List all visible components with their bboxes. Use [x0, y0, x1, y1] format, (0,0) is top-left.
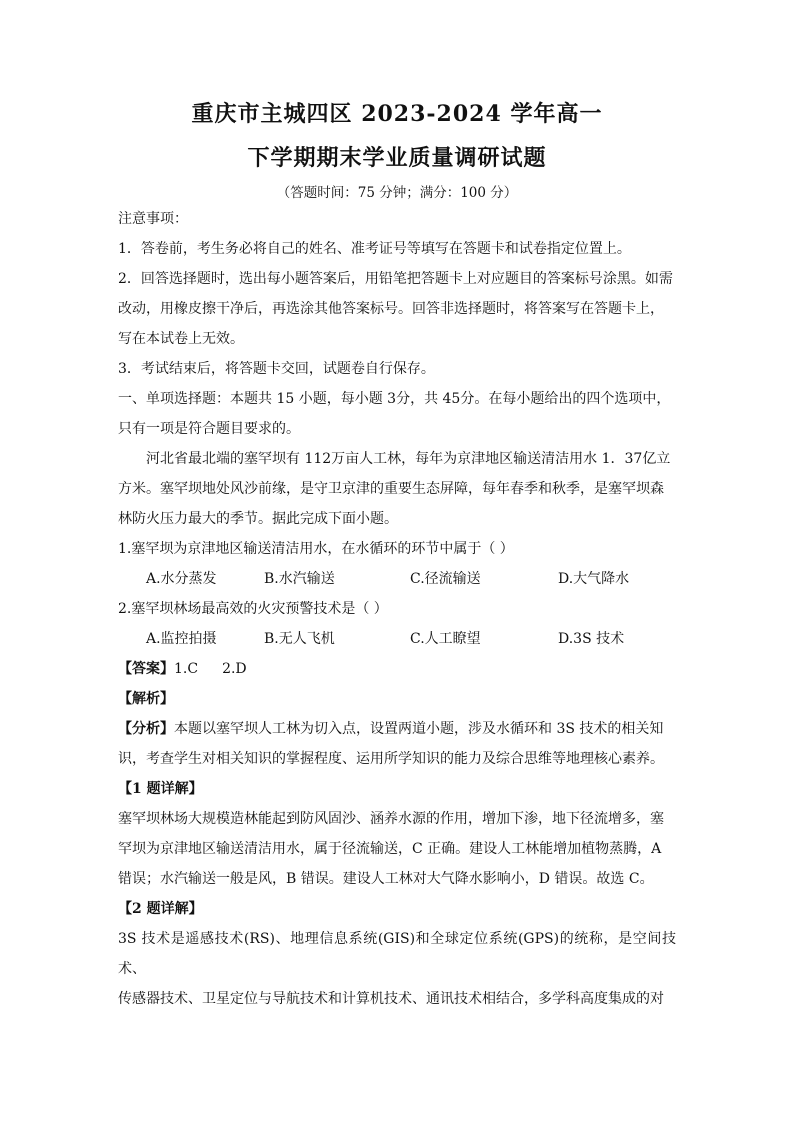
option-a: A.水分蒸发: [146, 571, 217, 587]
analysis-heading: 【解析】: [118, 691, 174, 707]
answer-label: 【答案】: [118, 661, 174, 677]
note-item-2: 2．回答选择题时，选出每小题答案后，用铅笔把答题卡上对应题目的答案标号涂黑。如需: [118, 271, 673, 287]
answer-line: [118, 654, 676, 684]
q2-detail-line: 3S 技术是遥感技术(RS)、地理信息系统(GIS)和全球定位系统(GPS)的统称，是空间技术、: [118, 931, 676, 977]
notes-heading: 注意事项：: [118, 211, 188, 227]
question-1-stem: 1.塞罕坝为京津地区输送清洁用水，在水循环的环节中属于（ ）: [118, 541, 514, 557]
option-a: A.监控拍摄: [146, 631, 217, 647]
passage-line: 方米。塞罕坝地处风沙前缘，是守卫京津的重要生态屏障，每年春季和秋季，是塞罕坝森: [118, 481, 664, 497]
note-item-3: 3．考试结束后，将答题卡交回，试题卷自行保存。: [118, 361, 435, 377]
option-c: C.径流输送: [410, 571, 481, 587]
analysis-text: 本题以塞罕坝人工林为切入点，设置两道小题，涉及水循环和 3S 技术的相关知: [174, 721, 664, 737]
question-2-options: [118, 624, 676, 654]
q1-detail-line: 错误；水汽输送一般是风，B 错误。建设人工林对大气降水影响小，D 错误。故选 C。: [118, 871, 654, 887]
question-2-stem: 2.塞罕坝林场最高效的火灾预警技术是（ ）: [118, 601, 388, 617]
answer-1: 1.C: [174, 661, 199, 677]
passage-line: 河北省最北端的塞罕坝有 112万亩人工林，每年为京津地区输送清洁用水 1．37亿立: [146, 451, 671, 467]
q1-detail-heading: 【1 题详解】: [118, 781, 203, 797]
option-b: B.无人飞机: [264, 631, 335, 647]
answer-2: 2.D: [222, 661, 247, 677]
option-b: B.水汽输送: [264, 571, 335, 587]
q1-detail-line: 罕坝为京津地区输送清洁用水，属于径流输送，C 正确。建设人工林能增加植物蒸腾，A: [118, 841, 662, 857]
option-c: C.人工瞭望: [410, 631, 481, 647]
q2-detail-heading: 【2 题详解】: [118, 901, 203, 917]
q1-detail-line: 塞罕坝林场大规模造林能起到防风固沙、涵养水源的作用，增加下渗，地下径流增多，塞: [118, 811, 664, 827]
page-title-line2: 下学期期末学业质量调研试题: [247, 145, 547, 171]
note-item-1: 1．答卷前，考生务必将自己的姓名、准考证号等填写在答题卡和试卷指定位置上。: [118, 241, 631, 257]
q2-detail-line: 传感器技术、卫星定位与导航技术和计算机技术、通讯技术相结合，多学科高度集成的对: [118, 991, 664, 1007]
analysis-summary: [118, 714, 676, 744]
passage-line: 林防火压力最大的季节。据此完成下面小题。: [118, 511, 398, 527]
option-d: D.3S 技术: [558, 631, 625, 647]
section-heading: 一、单项选择题：本题共 15 小题，每小题 3分，共 45分。在每小题给出的四个选项中，: [118, 391, 671, 407]
section-heading-cont: 只有一项是符合题目要求的。: [118, 421, 300, 437]
page-title: 重庆市主城四区 2023-2024 学年高一: [191, 101, 603, 127]
exam-info: （答题时间：75 分钟；满分：100 分）: [276, 185, 518, 201]
note-item-2-cont: 改动，用橡皮擦干净后，再选涂其他答案标号。回答非选择题时，将答案写在答题卡上，: [118, 301, 664, 317]
note-item-2-end: 写在本试卷上无效。: [118, 331, 244, 347]
analysis-label: 【分析】: [118, 721, 174, 737]
option-d: D.大气降水: [558, 571, 630, 587]
analysis-text-cont: 识，考查学生对相关知识的掌握程度、运用所学知识的能力及综合思维等地理核心素养。: [118, 751, 664, 767]
question-1-options: [118, 564, 676, 594]
